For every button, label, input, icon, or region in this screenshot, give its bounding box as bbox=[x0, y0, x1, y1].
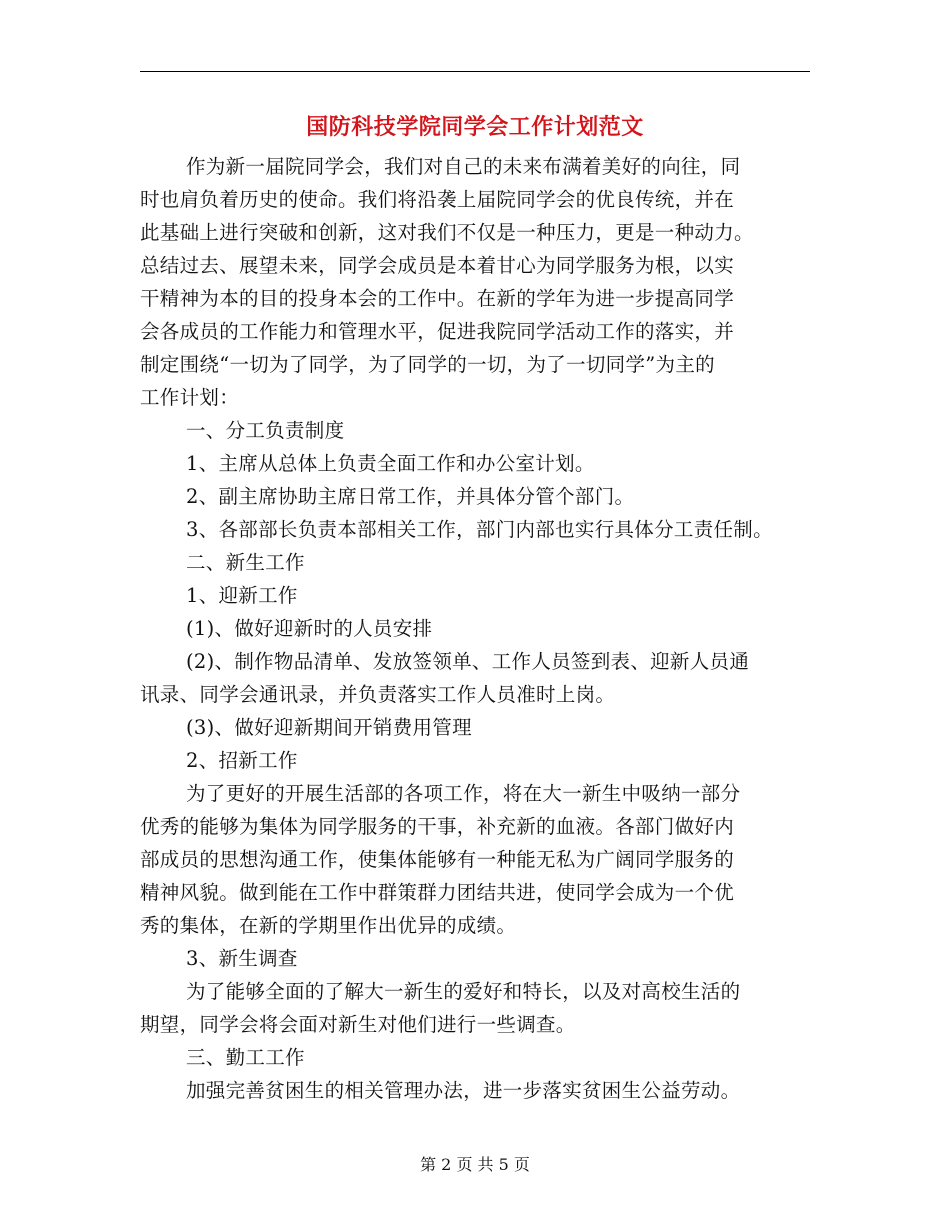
body-line: 作为新一届院同学会，我们对自己的未来布满着美好的向往，同 bbox=[186, 155, 741, 178]
body-line: 总结过去、展望未来，同学会成员是本着甘心为同学服务为根，以实 bbox=[140, 254, 735, 277]
body-line: 3、新生调查 bbox=[186, 947, 298, 970]
body-line: (1)、做好迎新时的人员安排 bbox=[186, 617, 433, 640]
body-line: 2、招新工作 bbox=[186, 749, 298, 772]
page-footer: 第 2 页 共 5 页 bbox=[420, 1155, 530, 1174]
body-line: 干精神为本的目的投身本会的工作中。在新的学年为进一步提高同学 bbox=[140, 287, 735, 310]
document-body bbox=[140, 150, 830, 1107]
body-line: 优秀的能够为集体为同学服务的干事，补充新的血液。各部门做好内 bbox=[140, 815, 735, 838]
body-line: 精神风貌。做到能在工作中群策群力团结共进，使同学会成为一个优 bbox=[140, 881, 735, 904]
body-line: 2、副主席协助主席日常工作，并具体分管个部门。 bbox=[186, 485, 635, 508]
body-line: 为了更好的开展生活部的各项工作，将在大一新生中吸纳一部分 bbox=[186, 782, 741, 805]
body-line: 1、迎新工作 bbox=[186, 584, 298, 607]
body-line: 一、分工负责制度 bbox=[186, 419, 345, 442]
body-line: 为了能够全面的了解大一新生的爱好和特长，以及对高校生活的 bbox=[186, 980, 741, 1003]
body-line: 工作计划： bbox=[140, 386, 240, 409]
document-title: 国防科技学院同学会工作计划范文 bbox=[306, 114, 644, 140]
body-line: 秀的集体，在新的学期里作出优异的成绩。 bbox=[140, 914, 517, 937]
body-line: 3、各部部长负责本部相关工作，部门内部也实行具体分工责任制。 bbox=[186, 518, 773, 541]
body-line: 二、新生工作 bbox=[186, 551, 305, 574]
body-line: 期望，同学会将会面对新生对他们进行一些调查。 bbox=[140, 1013, 576, 1036]
body-line: 部成员的思想沟通工作，使集体能够有一种能无私为广阔同学服务的 bbox=[140, 848, 735, 871]
body-line: 三、勤工工作 bbox=[186, 1046, 305, 1069]
body-line: 1、主席从总体上负责全面工作和办公室计划。 bbox=[186, 452, 595, 475]
body-line: 时也肩负着历史的使命。我们将沿袭上届院同学会的优良传统，并在 bbox=[140, 188, 735, 211]
header-rule bbox=[140, 71, 810, 72]
body-line: 制定围绕“一切为了同学，为了同学的一切，为了一切同学”为主的 bbox=[140, 353, 715, 376]
body-line: 讯录、同学会通讯录，并负责落实工作人员准时上岗。 bbox=[140, 683, 616, 706]
body-line: 此基础上进行突破和创新，这对我们不仅是一种压力，更是一种动力。 bbox=[140, 221, 754, 244]
body-line: 会各成员的工作能力和管理水平，促进我院同学活动工作的落实，并 bbox=[140, 320, 735, 343]
body-line: 加强完善贫困生的相关管理办法，进一步落实贫困生公益劳动。 bbox=[186, 1079, 741, 1102]
body-line: (3)、做好迎新期间开销费用管理 bbox=[186, 716, 472, 739]
body-line: (2)、制作物品清单、发放签领单、工作人员签到表、迎新人员通 bbox=[186, 650, 750, 673]
